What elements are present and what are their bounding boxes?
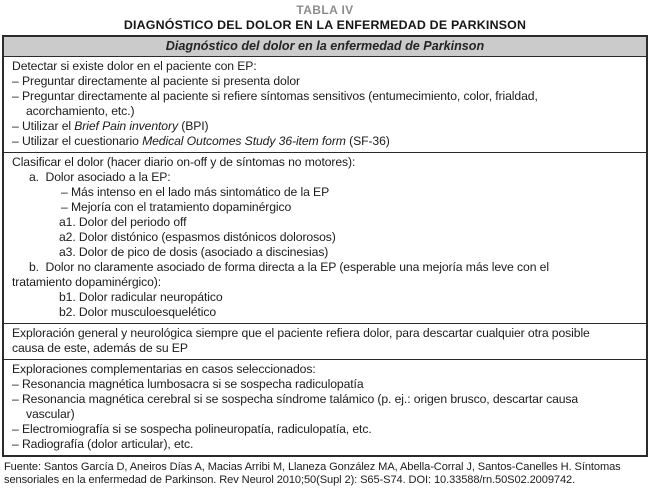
table-line: – Utilizar el cuestionario Medical Outcomes Study 36-item form (SF-36)	[12, 134, 390, 148]
table-line: b1. Dolor radicular neuropático	[59, 290, 223, 304]
table-line: – Resonancia magnética lumbosacra si se sospecha radiculopatía	[12, 377, 364, 391]
table-line: – Electromiografía si se sospecha polineuropatía, radiculopatía, etc.	[12, 422, 372, 436]
table-line: – Radiografía (dolor articular), etc.	[12, 437, 194, 451]
table-line: – Resonancia magnética cerebral si se sospecha síndrome talámico (p. ej.: origen brusco, descartar causa	[12, 392, 579, 406]
table-line: Detectar si existe dolor en el paciente con EP:	[12, 59, 257, 73]
table-line: b2. Dolor musculoesquelético	[59, 305, 217, 319]
table-line: – Preguntar directamente al paciente si presenta dolor	[12, 74, 300, 88]
table-line: tratamiento dopaminérgico):	[12, 275, 162, 289]
table-caption	[0, 0, 650, 32]
italic-term: Medical Outcomes Study 36-item form	[142, 134, 346, 148]
table-line: a. Dolor asociado a la EP:	[29, 170, 171, 184]
table-line: acorchamiento, etc.)	[26, 104, 135, 118]
table-number: TABLA IV	[296, 3, 354, 17]
table-title: DIAGNÓSTICO DEL DOLOR EN LA ENFERMEDAD DE PARKINSON	[123, 18, 527, 32]
table-row-complementary	[4, 360, 646, 455]
table-row-detect	[4, 57, 646, 153]
table-line: Exploración general y neurológica siempre que el paciente refiera dolor, para descartar cualquier otra posible	[12, 326, 590, 340]
table-line: – Mejoría con el tratamiento dopaminérgico	[61, 200, 292, 214]
table-line: vascular)	[26, 407, 75, 421]
table-line: b. Dolor no claramente asociado de forma directa a la EP (esperable una mejoría más leve con el	[29, 260, 549, 274]
table-line: Clasificar el dolor (hacer diario on-off y de síntomas no motores):	[12, 155, 356, 169]
table-line: – Preguntar directamente al paciente si refiere síntomas sensitivos (entumecimiento, color, frialdad,	[12, 89, 538, 103]
source-line: Fuente: Santos García D, Aneiros Días A, Macias Arribi M, Llaneza González MA, Abella-Corral J, Santos-Canelles H. Síntomas	[4, 461, 621, 473]
italic-term: Brief Pain inventory	[74, 119, 178, 133]
table-header: Diagnóstico del dolor en la enfermedad de Parkinson	[4, 37, 646, 57]
table-line: a3. Dolor de pico de dosis (asociado a discinesias)	[59, 245, 329, 259]
table-row-classify	[4, 153, 646, 324]
table-line: causa de este, además de su EP	[12, 341, 188, 355]
table-line: a2. Dolor distónico (espasmos distónicos dolorosos)	[59, 230, 336, 244]
table-line: – Utilizar el Brief Pain inventory (BPI)	[12, 119, 209, 133]
table-line: a1. Dolor del periodo off	[59, 215, 187, 229]
diagnosis-table	[2, 35, 648, 457]
source-line: sensoriales en la enfermedad de Parkinson. Rev Neurol 2010;50(Supl 2): S65-S74. DOI: 10.33588/rn.50S02.2009742.	[4, 474, 576, 487]
table-line: – Más intenso en el lado más sintomático de la EP	[61, 185, 330, 199]
table-row-exam	[4, 324, 646, 360]
table-line: Exploraciones complementarias en casos seleccionados:	[12, 362, 316, 376]
